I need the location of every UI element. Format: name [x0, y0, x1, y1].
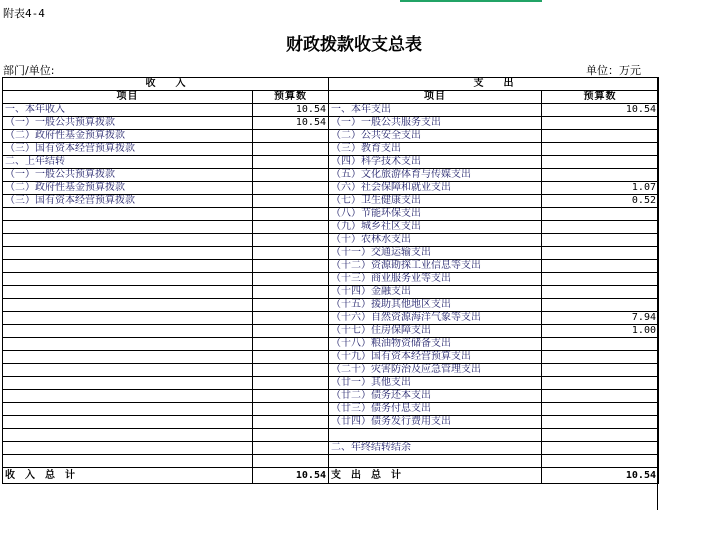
- table-row: [3, 156, 659, 169]
- table-row: [3, 260, 659, 273]
- income-item-cell[interactable]: [3, 260, 253, 273]
- income-item-cell[interactable]: （二）政府性基金预算拨款: [3, 130, 253, 143]
- income-budget-cell[interactable]: [253, 403, 329, 416]
- income-budget-cell[interactable]: [253, 364, 329, 377]
- table-row: [3, 234, 659, 247]
- income-item-cell[interactable]: [3, 403, 253, 416]
- table-row: [3, 221, 659, 234]
- income-budget-cell[interactable]: [253, 312, 329, 325]
- expense-item-cell[interactable]: （一）一般公共服务支出: [329, 117, 542, 130]
- income-budget-cell[interactable]: [253, 221, 329, 234]
- table-row: [3, 390, 659, 403]
- expense-budget-cell[interactable]: [542, 429, 659, 442]
- income-budget-cell[interactable]: [253, 455, 329, 468]
- income-budget-cell[interactable]: [253, 143, 329, 156]
- table-row: [3, 429, 659, 442]
- income-item-cell[interactable]: [3, 312, 253, 325]
- expense-budget-cell[interactable]: [542, 364, 659, 377]
- table-row: [3, 143, 659, 156]
- income-budget-cell[interactable]: [253, 377, 329, 390]
- income-item-cell[interactable]: （三）国有资本经营预算拨款: [3, 143, 253, 156]
- income-item-cell[interactable]: [3, 351, 253, 364]
- expense-budget-cell[interactable]: [542, 377, 659, 390]
- income-item-cell[interactable]: [3, 247, 253, 260]
- expense-item-cell[interactable]: （九）城乡社区支出: [329, 221, 542, 234]
- income-budget-cell[interactable]: [253, 195, 329, 208]
- expense-budget-cell[interactable]: [542, 117, 659, 130]
- expense-item-cell[interactable]: （五）文化旅游体育与传媒支出: [329, 169, 542, 182]
- income-budget-cell[interactable]: [253, 273, 329, 286]
- table-row: [3, 325, 659, 338]
- expense-budget-cell[interactable]: [542, 143, 659, 156]
- table-row: [3, 312, 659, 325]
- unit-label: 单位：万元: [586, 64, 641, 77]
- expense-item-cell[interactable]: （六）社会保障和就业支出: [329, 182, 542, 195]
- expense-budget-cell[interactable]: [542, 130, 659, 143]
- expense-item-cell[interactable]: （廿四）债务发行费用支出: [329, 416, 542, 429]
- expense-section-header[interactable]: 支 出: [329, 78, 659, 91]
- expense-budget-cell[interactable]: [542, 286, 659, 299]
- column-header-row: [3, 91, 659, 104]
- income-item-cell[interactable]: [3, 364, 253, 377]
- expense-budget-cell[interactable]: [542, 169, 659, 182]
- table-row: [3, 208, 659, 221]
- income-budget-cell[interactable]: [253, 286, 329, 299]
- income-budget-cell[interactable]: [253, 390, 329, 403]
- table-row: [3, 351, 659, 364]
- income-budget-cell[interactable]: 10.54: [253, 117, 329, 130]
- expense-item-header[interactable]: 项目: [329, 91, 542, 104]
- expense-item-cell[interactable]: （廿二）债务还本支出: [329, 390, 542, 403]
- expense-budget-cell[interactable]: [542, 273, 659, 286]
- expense-budget-cell[interactable]: [542, 208, 659, 221]
- expense-item-cell[interactable]: （十八）粮油物资储备支出: [329, 338, 542, 351]
- income-item-cell[interactable]: [3, 325, 253, 338]
- income-total-value[interactable]: 10.54: [253, 468, 329, 484]
- income-budget-header[interactable]: 预算数: [253, 91, 329, 104]
- income-section-header[interactable]: 收 入: [3, 78, 329, 91]
- expense-budget-cell[interactable]: 0.52: [542, 195, 659, 208]
- annex-label: 附表4-4: [3, 7, 45, 20]
- expense-item-cell[interactable]: （十五）援助其他地区支出: [329, 299, 542, 312]
- expense-budget-cell[interactable]: [542, 338, 659, 351]
- income-budget-cell[interactable]: [253, 442, 329, 455]
- expense-budget-cell[interactable]: [542, 390, 659, 403]
- table-row: [3, 169, 659, 182]
- expense-budget-cell[interactable]: [542, 234, 659, 247]
- expense-budget-cell[interactable]: [542, 247, 659, 260]
- table-row: [3, 442, 659, 455]
- expense-item-cell[interactable]: （十二）资源勘探工业信息等支出: [329, 260, 542, 273]
- expense-item-cell[interactable]: 二、年终结转结余: [329, 442, 542, 455]
- expense-budget-cell[interactable]: 7.94: [542, 312, 659, 325]
- income-budget-cell[interactable]: [253, 351, 329, 364]
- income-item-header[interactable]: 项目: [3, 91, 253, 104]
- expense-total-value[interactable]: 10.54: [542, 468, 659, 484]
- expense-item-cell[interactable]: （十）农林水支出: [329, 234, 542, 247]
- expense-budget-header[interactable]: 预算数: [542, 91, 659, 104]
- page-title: 财政拨款收支总表: [286, 35, 422, 55]
- table-row: [3, 104, 659, 117]
- table-row: [3, 403, 659, 416]
- income-budget-cell[interactable]: [253, 299, 329, 312]
- expense-budget-cell[interactable]: [542, 455, 659, 468]
- table-row: [3, 299, 659, 312]
- expense-budget-cell[interactable]: [542, 416, 659, 429]
- income-budget-cell[interactable]: [253, 429, 329, 442]
- totals-row: [3, 468, 659, 484]
- budget-table: [2, 77, 659, 484]
- income-budget-cell[interactable]: [253, 325, 329, 338]
- table-row: [3, 130, 659, 143]
- income-budget-cell[interactable]: 10.54: [253, 104, 329, 117]
- income-item-cell[interactable]: （一）一般公共预算拨款: [3, 117, 253, 130]
- table-row: [3, 247, 659, 260]
- income-item-cell[interactable]: [3, 338, 253, 351]
- income-item-cell[interactable]: （一）一般公共预算拨款: [3, 169, 253, 182]
- income-item-cell[interactable]: [3, 221, 253, 234]
- income-budget-cell[interactable]: [253, 130, 329, 143]
- income-item-cell[interactable]: [3, 286, 253, 299]
- table-row: [3, 338, 659, 351]
- expense-item-cell[interactable]: （廿一）其他支出: [329, 377, 542, 390]
- income-item-cell[interactable]: （三）国有资本经营预算拨款: [3, 195, 253, 208]
- expense-item-cell[interactable]: [329, 429, 542, 442]
- income-budget-cell[interactable]: [253, 182, 329, 195]
- income-budget-cell[interactable]: [253, 156, 329, 169]
- expense-item-cell[interactable]: （十一）交通运输支出: [329, 247, 542, 260]
- expense-item-cell[interactable]: （四）科学技术支出: [329, 156, 542, 169]
- expense-item-cell[interactable]: （三）教育支出: [329, 143, 542, 156]
- table-row: [3, 182, 659, 195]
- expense-item-cell[interactable]: 一、本年支出: [329, 104, 542, 117]
- table-row: [3, 364, 659, 377]
- expense-item-cell[interactable]: （十四）金融支出: [329, 286, 542, 299]
- section-header-row: [3, 78, 659, 91]
- income-item-cell[interactable]: 二、上年结转: [3, 156, 253, 169]
- expense-budget-cell[interactable]: [542, 442, 659, 455]
- income-budget-cell[interactable]: [253, 260, 329, 273]
- income-budget-cell[interactable]: [253, 169, 329, 182]
- expense-item-cell[interactable]: （二）公共安全支出: [329, 130, 542, 143]
- income-item-cell[interactable]: [3, 416, 253, 429]
- income-item-cell[interactable]: [3, 377, 253, 390]
- expense-budget-cell[interactable]: [542, 221, 659, 234]
- income-item-cell[interactable]: [3, 273, 253, 286]
- table-row: [3, 455, 659, 468]
- expense-item-cell[interactable]: [329, 455, 542, 468]
- expense-item-cell[interactable]: （十九）国有资本经营预算支出: [329, 351, 542, 364]
- expense-item-cell[interactable]: （十七）住房保障支出: [329, 325, 542, 338]
- expense-budget-cell[interactable]: 10.54: [542, 104, 659, 117]
- income-item-cell[interactable]: [3, 455, 253, 468]
- expense-item-cell[interactable]: （十三）商业服务业等支出: [329, 273, 542, 286]
- income-budget-cell[interactable]: [253, 338, 329, 351]
- income-item-cell[interactable]: [3, 208, 253, 221]
- expense-budget-cell[interactable]: 1.00: [542, 325, 659, 338]
- income-item-cell[interactable]: [3, 390, 253, 403]
- income-item-cell[interactable]: （二）政府性基金预算拨款: [3, 182, 253, 195]
- expense-budget-cell[interactable]: [542, 403, 659, 416]
- department-label: 部门/单位:: [3, 64, 55, 77]
- expense-budget-cell[interactable]: [542, 351, 659, 364]
- income-budget-cell[interactable]: [253, 208, 329, 221]
- table-row: [3, 416, 659, 429]
- expense-budget-cell[interactable]: [542, 260, 659, 273]
- expense-item-cell[interactable]: （廿三）债务付息支出: [329, 403, 542, 416]
- table-row: [3, 286, 659, 299]
- expense-item-cell[interactable]: （七）卫生健康支出: [329, 195, 542, 208]
- table-row: [3, 377, 659, 390]
- income-item-cell[interactable]: 一、本年收入: [3, 104, 253, 117]
- table-row: [3, 195, 659, 208]
- income-item-cell[interactable]: [3, 234, 253, 247]
- table-row: [3, 117, 659, 130]
- income-total-label[interactable]: 收入总计: [3, 468, 253, 484]
- income-budget-cell[interactable]: [253, 234, 329, 247]
- table-row: [3, 273, 659, 286]
- income-item-cell[interactable]: [3, 442, 253, 455]
- table-right-border: [657, 77, 658, 510]
- income-item-cell[interactable]: [3, 299, 253, 312]
- expense-item-cell[interactable]: （八）节能环保支出: [329, 208, 542, 221]
- expense-item-cell[interactable]: （十六）自然资源海洋气象等支出: [329, 312, 542, 325]
- expense-budget-cell[interactable]: [542, 156, 659, 169]
- expense-item-cell[interactable]: （二十）灾害防治及应急管理支出: [329, 364, 542, 377]
- expense-budget-cell[interactable]: [542, 299, 659, 312]
- income-budget-cell[interactable]: [253, 416, 329, 429]
- expense-budget-cell[interactable]: 1.07: [542, 182, 659, 195]
- income-budget-cell[interactable]: [253, 247, 329, 260]
- expense-total-label[interactable]: 支出总计: [329, 468, 542, 484]
- income-item-cell[interactable]: [3, 429, 253, 442]
- sheet-top-accent: [400, 0, 542, 2]
